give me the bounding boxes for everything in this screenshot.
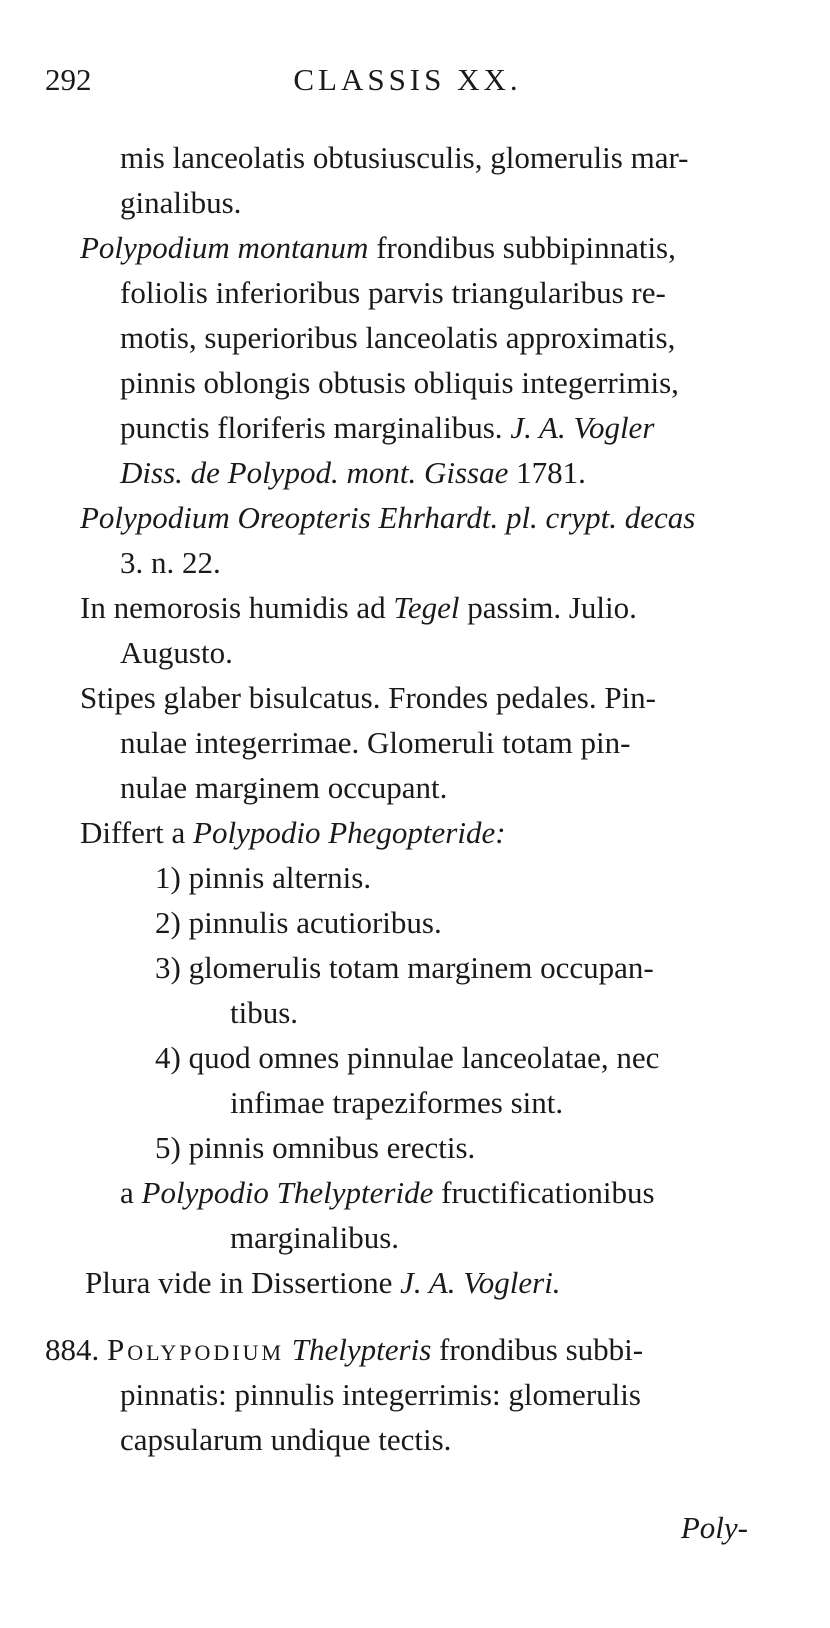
text-run: Polypodium montanum bbox=[80, 230, 369, 265]
text-line bbox=[120, 543, 221, 583]
catchword: Poly- bbox=[680, 1510, 748, 1545]
page-number: 292 bbox=[45, 62, 92, 97]
text-run: pinnatis: pinnulis integerrimis: glomerulis bbox=[120, 1377, 641, 1412]
text-line bbox=[45, 1330, 643, 1370]
text-line bbox=[120, 273, 666, 313]
text-line bbox=[120, 633, 233, 673]
text-run: frondibus subbi- bbox=[431, 1332, 644, 1367]
text-line bbox=[120, 138, 689, 178]
text-run: ginalibus. bbox=[120, 185, 242, 220]
text-line bbox=[120, 723, 630, 763]
text-run: fructificationibus bbox=[433, 1175, 655, 1210]
text-run: capsularum undique tectis. bbox=[120, 1422, 452, 1457]
text-run: Plura vide in Dissertione bbox=[85, 1265, 401, 1300]
text-run: Polypodium bbox=[107, 1332, 285, 1367]
text-run: Polypodium Oreopteris Ehrhardt. pl. crypt. decas bbox=[80, 500, 696, 535]
text-line bbox=[155, 903, 442, 943]
text-run: Diss. de Polypod. mont. Gissae bbox=[120, 455, 509, 490]
text-run: foliolis inferioribus parvis triangularibus re- bbox=[120, 275, 666, 310]
text-run: 884. bbox=[45, 1332, 107, 1367]
text-line bbox=[120, 408, 654, 448]
text-line bbox=[120, 318, 675, 358]
text-line bbox=[80, 498, 695, 538]
text-line bbox=[230, 993, 298, 1033]
text-run: frondibus subbipinnatis, bbox=[368, 230, 676, 265]
text-line bbox=[230, 1218, 399, 1258]
text-run bbox=[284, 1332, 292, 1367]
text-run: J. A. Vogleri. bbox=[400, 1265, 561, 1300]
text-run: 1) pinnis alternis. bbox=[155, 860, 372, 895]
text-line bbox=[80, 813, 506, 853]
text-run: a bbox=[120, 1175, 142, 1210]
text-line bbox=[120, 768, 447, 808]
text-line bbox=[120, 363, 679, 403]
text-run: nulae marginem occupant. bbox=[120, 770, 448, 805]
text-run: In nemorosis humidis ad bbox=[80, 590, 394, 625]
text-line bbox=[120, 183, 241, 223]
text-run: marginalibus. bbox=[230, 1220, 400, 1255]
text-line bbox=[80, 228, 676, 268]
text-line bbox=[120, 1375, 641, 1415]
text-run: 3) glomerulis totam marginem occupan- bbox=[155, 950, 654, 985]
text-run: Stipes glaber bisulcatus. Frondes pedales. Pin- bbox=[80, 680, 656, 715]
text-run: J. A. Vogler bbox=[510, 410, 655, 445]
text-run: Differt a bbox=[80, 815, 194, 850]
text-line bbox=[155, 1038, 659, 1078]
text-run: Tegel bbox=[393, 590, 460, 625]
text-run: tibus. bbox=[230, 995, 299, 1030]
text-run: Polypodio Phegopteride: bbox=[193, 815, 506, 850]
text-run: Polypodio Thelypteride bbox=[141, 1175, 434, 1210]
page-header bbox=[45, 62, 770, 102]
text-run: 4) quod omnes pinnulae lanceolatae, nec bbox=[155, 1040, 660, 1075]
text-line bbox=[80, 588, 637, 628]
text-run: infimae trapeziformes sint. bbox=[230, 1085, 564, 1120]
text-run: mis lanceolatis obtusiusculis, glomerulis mar- bbox=[120, 140, 689, 175]
text-run: pinnis oblongis obtusis obliquis integerrimis, bbox=[120, 365, 679, 400]
text-line bbox=[155, 1128, 475, 1168]
text-line bbox=[120, 1173, 655, 1213]
text-run: passim. Julio. bbox=[459, 590, 637, 625]
text-line bbox=[230, 1083, 563, 1123]
text-run: 3. n. 22. bbox=[120, 545, 221, 580]
text-line bbox=[80, 678, 656, 718]
running-head: CLASSIS XX. bbox=[293, 62, 522, 97]
text-run: Augusto. bbox=[120, 635, 233, 670]
text-line bbox=[155, 858, 371, 898]
text-line bbox=[85, 1263, 561, 1303]
text-line bbox=[155, 948, 654, 988]
text-line bbox=[120, 453, 586, 493]
text-run: Thelypteris bbox=[291, 1332, 432, 1367]
text-run: punctis floriferis marginalibus. bbox=[120, 410, 511, 445]
text-run: motis, superioribus lanceolatis approximatis, bbox=[120, 320, 676, 355]
text-run: 1781. bbox=[508, 455, 586, 490]
text-line bbox=[120, 1420, 451, 1460]
text-run: nulae integerrimae. Glomeruli totam pin- bbox=[120, 725, 631, 760]
text-run: 5) pinnis omnibus erectis. bbox=[155, 1130, 476, 1165]
text-run: 2) pinnulis acutioribus. bbox=[155, 905, 442, 940]
